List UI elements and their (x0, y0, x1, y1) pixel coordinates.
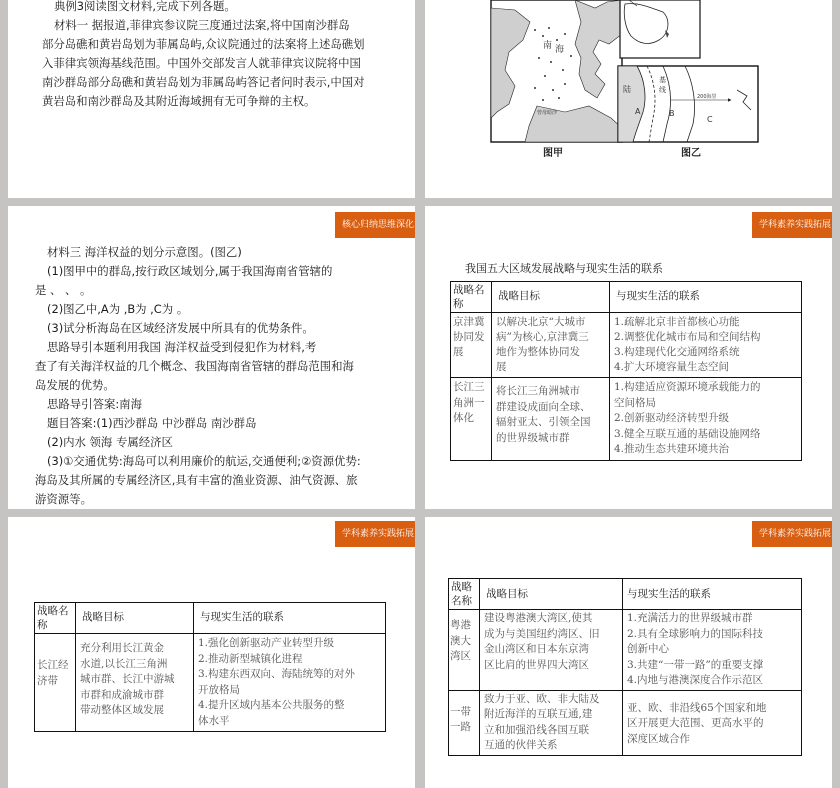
th-links: 与现实生活的联系 (610, 282, 802, 313)
map-inset (620, 0, 700, 58)
text-line: 黄岩岛和南沙群岛及其附近海域拥有无可争辩的主权。 (42, 94, 316, 108)
map-label-200: 200海里 (697, 94, 717, 100)
text-line: 部分岛礁和黄岩岛划为菲属岛屿,众议院通过的法案将上述岛礁划 (42, 37, 365, 51)
row-links: 1.充满活力的世界级城市群 2.具有全球影响力的国际科技 创新中心 3.共建“一带一路”的重要支撑 4.内地与港澳深度合作示范区 (623, 610, 802, 691)
text-line: (2)内水 领海 专属经济区 (47, 435, 173, 449)
text-line: 入菲律宾领海基线范围。中国外交部发言人就菲律宾议院将中国 (42, 56, 361, 70)
text-line: 查了有关海洋权益的几个概念、我国海南省管辖的群岛范围和海 (35, 359, 354, 373)
row-links: 1.强化创新驱动产业转型升级 2.推动新型城镇化进程 3.构建东西双向、海陆统筹的对外 开放格局 4.提升区域内基本公共服务的整 体水平 (194, 634, 386, 732)
map-label-sea: 海 (555, 45, 565, 55)
text-line: (1)图甲中的群岛,按行政区域划分,属于我国海南省管辖的 (47, 264, 333, 278)
section-tag: 学科素养实践拓展 (752, 521, 832, 547)
th-name: 战略名称 (35, 603, 76, 634)
text-line: 南沙群岛部分岛礁和黄岩岛划为菲属岛屿答记者问时表示,中国对 (42, 75, 365, 89)
row-links: 1.构建适应资源环境承载能力的 空间格局 2.创新驱动经济转型升级 3.健全互联互通的基础设施网络 4.推动生态共建环境共治 (610, 378, 802, 461)
map-label-zengmu: 曾母暗沙 (537, 110, 558, 116)
slide-6 (425, 517, 832, 788)
section-tag: 学科素养实践拓展 (752, 212, 832, 238)
th-goal: 战略目标 (480, 579, 623, 610)
row-name: 长江三角洲一体化 (451, 378, 492, 461)
text-line: 海岛及其所属的专属经济区,具有丰富的渔业资源、油气资源、旅 (35, 473, 358, 487)
map-label-a: A (635, 107, 641, 116)
text-line: 题目答案:(1)西沙群岛 中沙群岛 南沙群岛 (47, 416, 257, 430)
caption-yi: 图乙 (681, 148, 701, 159)
material-text (42, 0, 365, 111)
th-links: 与现实生活的联系 (194, 603, 386, 634)
slide-4 (425, 206, 832, 509)
row-links: 1.疏解北京非首都核心功能 2.调整优化城市布局和空间结构 3.构建现代化交通网络系统 4.扩大环境容量生态空间 (610, 313, 802, 378)
strategy-table (34, 602, 386, 732)
th-name: 战略名称 (449, 579, 480, 610)
strategy-table (448, 578, 802, 756)
slide-1 (8, 0, 415, 198)
question-text (35, 243, 361, 509)
row-name: 粤港澳大湾区 (449, 610, 480, 691)
text-line: 是 、 、 。 (35, 283, 92, 297)
row-goal: 致力于亚、欧、非大陆及 附近海洋的互联互通,建 立和加强沿线各国互联 互通的伙伴关系 (480, 690, 623, 755)
row-goal: 充分利用长江黄金 水道,以长江三角洲 城市群、长江中游城 市群和成渝城市群 带动整体区域发展 (76, 634, 194, 732)
map-jia (491, 0, 622, 159)
map-label-land: 陆 (623, 85, 631, 94)
row-goal: 建设粤港澳大湾区,使其 成为与美国纽约湾区、旧 金山湾区和日本东京湾 区比肩的世界四大湾区 (480, 610, 623, 691)
caption-jia: 图甲 (543, 148, 563, 159)
th-goal: 战略目标 (76, 603, 194, 634)
section-tag: 学科素养实践拓展 (335, 521, 415, 547)
row-name: 京津冀协同发展 (451, 313, 492, 378)
text-line: (2)图乙中,A为 ,B为 ,C为 。 (47, 302, 189, 316)
th-goal: 战略目标 (492, 282, 610, 313)
text-line: 思路导引本题利用我国 海洋权益受到侵犯作为材料,考 (47, 340, 317, 354)
row-name: 一带一路 (449, 690, 480, 755)
th-name: 战略名称 (451, 282, 492, 313)
map-label-b: B (669, 109, 675, 118)
map-label-xian: 线 (659, 86, 666, 94)
maps-figure (425, 0, 832, 198)
row-name: 长江经济带 (35, 634, 76, 732)
section-tag: 核心归纳思维深化 (335, 212, 415, 238)
th-links: 与现实生活的联系 (623, 579, 802, 610)
slide-3 (8, 206, 415, 509)
slide-2 (425, 0, 832, 198)
map-yi (618, 66, 758, 159)
map-label-c: C (707, 115, 713, 124)
text-line: (3)①交通优势:海岛可以利用廉价的航运,交通便利;②资源优势: (47, 454, 361, 468)
text-line: (3)试分析海岛在区域经济发展中所具有的优势条件。 (47, 321, 314, 335)
slide-5 (8, 517, 415, 788)
map-label-ji: 基 (659, 76, 666, 84)
row-links: 亚、欧、非沿线65个国家和地 区开展更大范围、更高水平的 深度区域合作 (623, 690, 802, 755)
text-line: 岛发展的优势。 (35, 378, 115, 392)
strategy-table (450, 281, 802, 461)
text-line: 材料三 海洋权益的划分示意图。(图乙) (47, 245, 242, 259)
row-goal: 将长江三角洲城市 群建设成面向全球、 辐射亚太、引领全国 的世界级城市群 (492, 378, 610, 461)
text-line: 思路导引答案:南海 (47, 397, 142, 411)
table-heading: 我国五大区域发展战略与现实生活的联系 (465, 262, 663, 275)
exercise-title: 典例3阅读图文材料,完成下列各题。 (54, 0, 236, 13)
text-line: 游资源等。 (35, 492, 92, 506)
text-line: 材料一 据报道,菲律宾参议院三度通过法案,将中国南沙群岛 (54, 18, 350, 32)
map-label-south: 南 (543, 41, 553, 51)
row-goal: 以解决北京“大城市 病”为核心,京津冀三 地作为整体协同发 展 (492, 313, 610, 378)
